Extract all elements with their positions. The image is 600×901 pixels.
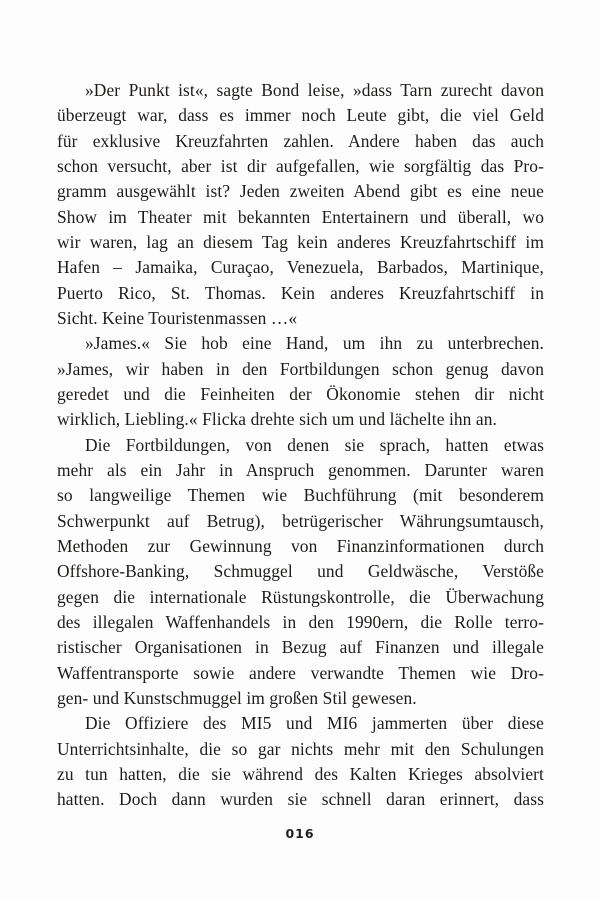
text-line: mehr als ein Jahr in Anspruch genommen. Darunter waren bbox=[57, 459, 544, 480]
text-line: »James, wir haben in den Fortbildungen schon genug davon bbox=[57, 358, 544, 379]
page-number: 016 bbox=[285, 826, 315, 841]
text-line: schon versucht, aber ist dir aufgefallen, wie sorgfältig das Pro- bbox=[57, 155, 544, 176]
body-text bbox=[57, 78, 544, 813]
text-line: geredet und die Feinheiten der Ökonomie stehen dir nicht bbox=[57, 383, 544, 404]
text-line: wirklich, Liebling.« Flicka drehte sich um und lächelte ihn an. bbox=[57, 409, 497, 430]
text-line: Hafen – Jamaika, Curaçao, Venezuela, Barbados, Martinique, bbox=[57, 257, 544, 278]
text-line: gen- und Kunstschmuggel im großen Stil gewesen. bbox=[57, 687, 417, 708]
text-line: gramm ausgewählt ist? Jeden zweiten Abend gibt es eine neue bbox=[57, 181, 544, 202]
text-line: Unterrichtsinhalte, die so gar nichts mehr mit den Schulungen bbox=[57, 738, 544, 759]
text-line: überzeugt war, dass es immer noch Leute gibt, die viel Geld bbox=[57, 105, 544, 126]
text-line: zu tun hatten, die sie während des Kalten Krieges absolviert bbox=[57, 763, 544, 784]
text-line: Puerto Rico, St. Thomas. Kein anderes Kreuzfahrtschiff in bbox=[57, 282, 544, 303]
text-line: Die Offiziere des MI5 und MI6 jammerten über diese bbox=[85, 713, 544, 734]
text-line: Schwerpunkt auf Betrug), betrügerischer Währungsumtausch, bbox=[57, 510, 544, 531]
text-line: des illegalen Waffenhandels in den 1990ern, die Rolle terro- bbox=[57, 611, 544, 632]
text-line: Waffentransporte sowie andere verwandte Themen wie Dro- bbox=[57, 662, 544, 683]
text-line: »Der Punkt ist«, sagte Bond leise, »dass Tarn zurecht davon bbox=[85, 80, 544, 100]
text-line: Offshore-Banking, Schmuggel und Geldwäsche, Verstöße bbox=[57, 561, 544, 582]
text-line: hatten. Doch dann wurden sie schnell daran erinnert, dass bbox=[57, 789, 544, 810]
text-line: gegen die internationale Rüstungskontrolle, die Überwachung bbox=[57, 586, 544, 607]
text-line: ristischer Organisationen in Bezug auf Finanzen und illegale bbox=[57, 637, 544, 658]
text-line: Show im Theater mit bekannten Entertainern und überall, wo bbox=[57, 206, 544, 227]
text-line: für exklusive Kreuzfahrten zahlen. Andere haben das auch bbox=[57, 130, 544, 151]
text-line: wir waren, lag an diesem Tag kein anderes Kreuzfahrtschiff im bbox=[57, 231, 544, 252]
text-line: so langweilige Themen wie Buchführung (mit besonderem bbox=[57, 485, 544, 506]
text-line: Die Fortbildungen, von denen sie sprach, hatten etwas bbox=[85, 434, 544, 455]
text-line: Methoden zur Gewinnung von Finanzinformationen durch bbox=[57, 535, 544, 556]
text-line: »James.« Sie hob eine Hand, um ihn zu unterbrechen. bbox=[85, 333, 544, 354]
text-line: Sicht. Keine Touristenmassen …« bbox=[57, 307, 298, 328]
